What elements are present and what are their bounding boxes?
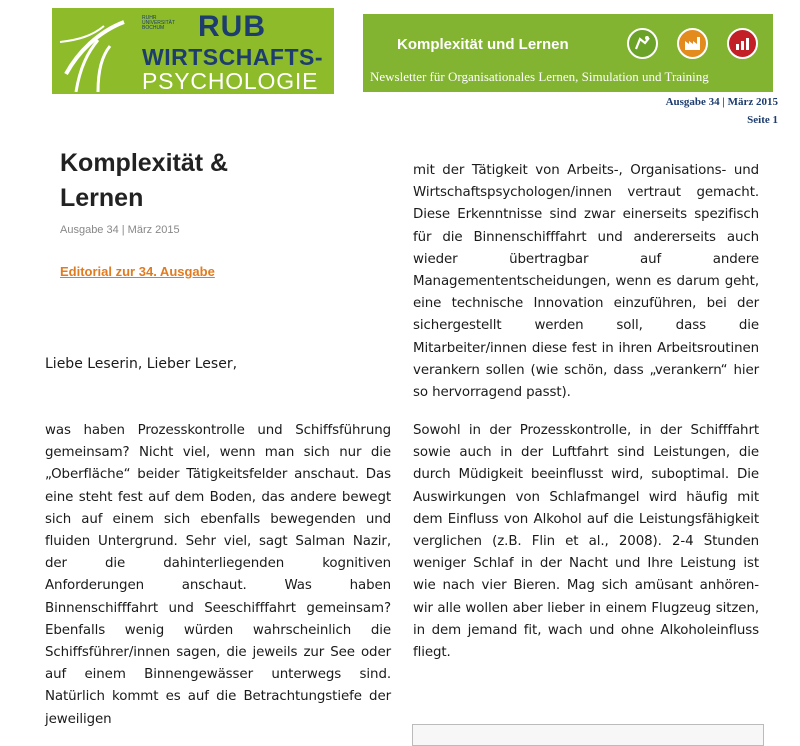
factory-icon bbox=[677, 28, 708, 59]
logo-rub: RUB bbox=[198, 10, 266, 43]
logo-university-text: RUHR UNIVERSITÄT BOCHUM bbox=[142, 15, 176, 31]
right-paragraph-2: Sowohl in der Prozesskontrolle, in der Schifffahrt sowie auch in der Luftfahrt sind Leistungen, die durch Müdigkeit beeinflusst wird, suboptimal. Die Auswirkungen von Schlafmangel wird häufig mit dem Einfluss von Alkohol auf die Leistungsfähigkeit verglichen (z.B. Flin et al., 2008). 2-4 Stunden weniger Schlaf in der Nacht und Ihre Leistung ist wie nach vier Bieren. Mag sich amüsant anhören- wir alle wollen aber lieber in einem Flugzeug sitzen, in dem jemand fit, wach und ohne Alkoholeinfluss fliegt. bbox=[413, 423, 759, 661]
issue-line: Ausgabe 34 | März 2015 bbox=[665, 96, 778, 108]
right-paragraph-1: mit der Tätigkeit von Arbeits-, Organisations- und Wirtschaftspsychologen/innen vertraut gemacht. Diese Erkenntnisse sind zwar einerseits spezifisch für die Binnenschifffahrt und andererseits auch wieder übertragbar auf andere Managemententscheidungen, wenn es darum geht, eine technische Innovation einzuführen, bei der sichergestellt werden soll, dass die Mitarbeiter/innen diese fest in ihren Arbeitsroutinen verankern sollen (wie schön, dass „verankern“ hier so hervorragend passt). bbox=[413, 163, 759, 401]
newsletter-title: Komplexität und Lernen bbox=[397, 36, 569, 53]
logo-line-1: WIRTSCHAFTS- bbox=[142, 44, 324, 70]
newsletter-subtitle: Newsletter für Organisationales Lernen, Simulation und Training bbox=[370, 69, 709, 84]
logo-line-2: PSYCHOLOGIE bbox=[142, 68, 319, 94]
editorial-link[interactable]: Editorial zur 34. Ausgabe bbox=[60, 264, 215, 279]
left-paragraph: was haben Prozesskontrolle und Schiffsführung gemeinsam? Nicht viel, wenn man sich nur die „Oberfläche“ beider Tätigkeitsfelder anschaut. Das eine steht fest auf dem Boden, das andere bewegt sich auf einem sich ebenfalls bewegenden und fluiden Untergrund. Sehr viel, sagt Salman Nazir, der die dahinterliegenden kognitiven Anforderungen anschaut. Was haben Binnenschifffahrt und Seeschifffahrt gemeinsam? Ebenfalls wenig würden wahrscheinlich die Schiffsführer/innen sagen, die jeweils zur See oder auf einem Binnengewässer unterwegs sind. Natürlich kommt es auf die Betrachtungstiefe der jeweiligen bbox=[45, 423, 391, 727]
greeting: Liebe Leserin, Lieber Leser, bbox=[45, 356, 238, 372]
logo-figure-icon bbox=[58, 12, 128, 92]
article-title: Komplexität & Lernen bbox=[60, 149, 229, 212]
chart-icon bbox=[727, 28, 758, 59]
page-line: Seite 1 bbox=[747, 114, 778, 126]
person-icon bbox=[627, 28, 658, 59]
article-issue: Ausgabe 34 | März 2015 bbox=[60, 224, 180, 236]
content-box bbox=[412, 724, 764, 746]
